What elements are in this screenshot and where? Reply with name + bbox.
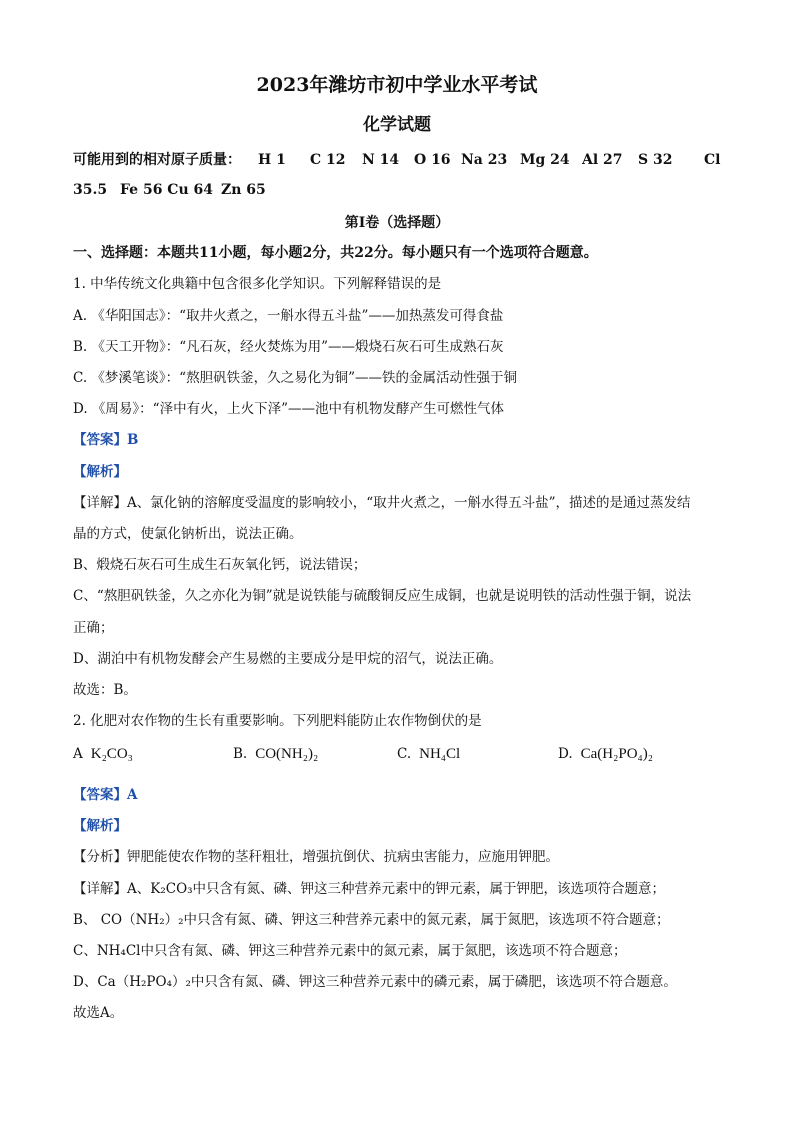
- question-2-detail-line: D、Ca（H₂PO₄）₂中只含有氮、磷、钾这三种营养元素中的磷元素，属于磷肥，该选项不符合题意。: [73, 974, 677, 990]
- question-2-option-a: [73, 744, 133, 764]
- question-2-answer: 【答案】A: [73, 787, 138, 803]
- question-1-detail-line: 故选：B。: [73, 682, 137, 698]
- section-title: 第Ⅰ卷（选择题）: [344, 215, 450, 231]
- question-1-answer: 【答案】B: [73, 432, 139, 448]
- question-1-option: B. 《天工开物》：“凡石灰，经火焚炼为用”——煅烧石灰石可生成熟石灰: [73, 339, 504, 355]
- option-letter: C.: [397, 746, 412, 762]
- option-letter: D.: [558, 746, 573, 762]
- atomic-mass-item: 35.5: [73, 182, 108, 198]
- question-2-detail-line: C、NH₄Cl中只含有氮、磷、钾这三种营养元素中的氮元素，属于氮肥，该选项不符合题意；: [73, 943, 627, 959]
- question-2-analysis-tag: 【解析】: [73, 818, 127, 834]
- exam-title: 2023年潍坊市初中学业水平考试: [256, 74, 538, 96]
- option-letter: B.: [233, 746, 248, 762]
- question-1-detail-line: C、“熬胆矾铁釜，久之亦化为铜”就是说铁能与硫酸铜反应生成铜，也就是说明铁的活动性强于铜，说法: [73, 588, 692, 604]
- atomic-mass-item: Fe 56 Cu 64: [120, 182, 213, 198]
- atomic-mass-item: S 32: [638, 152, 673, 168]
- question-2-stem: 2. 化肥对农作物的生长有重要影响。下列肥料能防止农作物倒伏的是: [73, 713, 482, 729]
- question-2-option-c: [397, 744, 460, 764]
- atomic-mass-item: N 14: [362, 152, 400, 168]
- question-1-option: D. 《周易》：“泽中有火，上火下泽”——池中有机物发酵产生可燃性气体: [73, 401, 504, 417]
- atomic-mass-item: C 12: [310, 152, 346, 168]
- atomic-mass-label: 可能用到的相对原子质量：: [73, 152, 241, 168]
- question-1-stem: 1. 中华传统文化典籍中包含很多化学知识。下列解释错误的是: [73, 276, 442, 292]
- atomic-mass-item: Cl: [704, 152, 721, 168]
- question-2-detail-line: 故选A。: [73, 1005, 124, 1021]
- question-2-detail-line: 【详解】A、K₂CO₃中只含有氮、磷、钾这三种营养元素中的钾元素，属于钾肥，该选项符合题意；: [73, 881, 666, 897]
- question-1-option: C. 《梦溪笔谈》：“熬胆矾铁釜，久之易化为铜”——铁的金属活动性强于铜: [73, 370, 517, 386]
- question-1-detail-line: 正确；: [73, 620, 114, 636]
- atomic-mass-item: Zn 65: [221, 182, 266, 198]
- question-2-detail-line: 【分析】钾肥能使农作物的茎秆粗壮，增强抗倒伏、抗病虫害能力，应施用钾肥。: [73, 849, 559, 865]
- question-1-detail-line: B、煅烧石灰石可生成生石灰氧化钙，说法错误；: [73, 557, 367, 573]
- question-1-detail-line: 晶的方式，使氯化钠析出，说法正确。: [73, 526, 303, 542]
- atomic-mass-item: H 1: [258, 152, 286, 168]
- part-heading: 一、选择题：本题共11小题，每小题2分，共22分。每小题只有一个选项符合题意。: [73, 245, 598, 261]
- question-2-option-b: [233, 744, 318, 764]
- formula: Ca(H₂PO₄)₂: [580, 746, 653, 762]
- atomic-mass-item: Al 27: [582, 152, 623, 168]
- question-2-detail-line: B、 CO（NH₂）₂中只含有氮、磷、钾这三种营养元素中的氮元素，属于氮肥，该选项不符合题意；: [73, 912, 670, 928]
- formula: K₂CO₃: [90, 746, 133, 762]
- question-1-analysis-tag: 【解析】: [73, 464, 127, 480]
- option-letter: A: [73, 746, 83, 762]
- atomic-mass-item: Na 23: [461, 152, 508, 168]
- exam-subtitle: 化学试题: [363, 115, 431, 135]
- formula: NH₄Cl: [419, 746, 461, 762]
- atomic-mass-item: Mg 24: [520, 152, 570, 168]
- question-1-detail-line: D、湖泊中有机物发酵会产生易燃的主要成分是甲烷的沼气，说法正确。: [73, 651, 503, 667]
- question-2-option-d: [558, 744, 653, 764]
- question-1-detail-line: 【详解】A、氯化钠的溶解度受温度的影响较小，“取井火煮之，一斛水得五斗盐”，描述的是通过蒸发结: [73, 495, 691, 511]
- question-1-option: A. 《华阳国志》：“取井火煮之，一斛水得五斗盐”——加热蒸发可得食盐: [73, 308, 504, 324]
- formula: CO(NH₂)₂: [255, 746, 319, 762]
- atomic-mass-item: O 16: [414, 152, 451, 168]
